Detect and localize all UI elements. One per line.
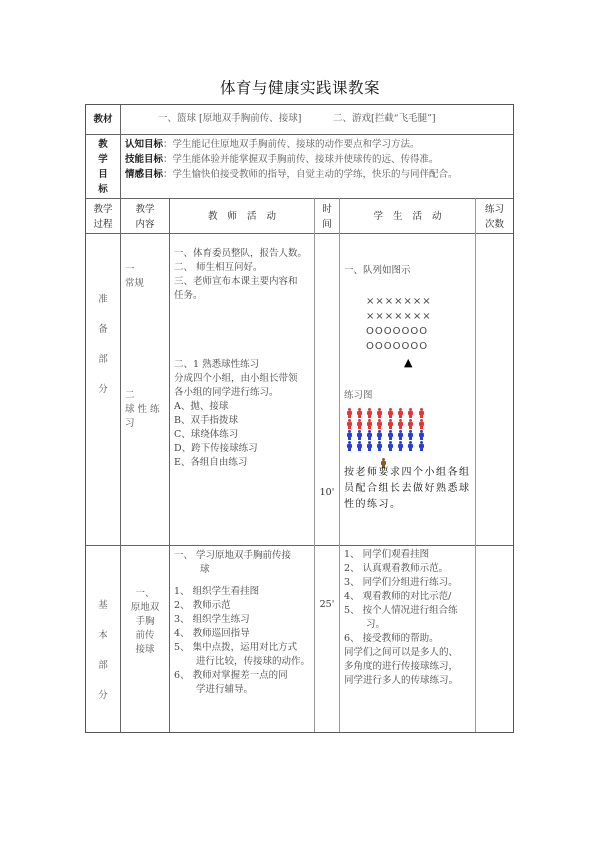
teacher-step: 6、 教师对掌握差一点的同 — [174, 670, 288, 681]
row-divider — [86, 134, 513, 135]
basic-process-label: 基 本 部 分 — [98, 600, 108, 701]
person-icon — [387, 419, 393, 429]
prep-content-ball-practice: 二 球 性 练 习 — [125, 390, 160, 429]
person-icon — [387, 408, 393, 418]
student-step: 2、 认真观看教师示范。 — [344, 563, 449, 574]
teacher-step: 3、 组织学生练习 — [174, 614, 250, 625]
person-icon — [387, 441, 393, 451]
objective-emotional: 情感目标：学生愉快伯接受教师的指导，自觉主动的学练，快乐的与同伴配合。 — [125, 169, 458, 180]
teacher-step: 4、 教师巡回指导 — [174, 628, 250, 639]
person-icon — [367, 441, 373, 451]
person-icon — [377, 408, 383, 418]
person-icon — [418, 430, 424, 440]
teacher-step: 2、 教师示范 — [174, 600, 231, 611]
formation-diagram — [366, 294, 432, 354]
prep-teacher-ball-practice: 二、1 熟悉球性练习 分成四个小组，由小组长带领 各小组的同学进行练习。 A、抛、接球 B、双手指拨球 C、球绕体练习 D、跨下传接球练习 E、各组自由练习 — [174, 359, 298, 468]
person-icon — [346, 441, 352, 451]
person-icon — [346, 408, 352, 418]
person-icon — [356, 441, 362, 451]
prep-process-label: 准 备 部 分 — [98, 294, 108, 395]
row-divider — [86, 233, 513, 234]
person-icon — [356, 408, 362, 418]
person-icon — [418, 408, 424, 418]
prep-time: 10' — [319, 487, 335, 498]
practice-row — [346, 440, 424, 451]
col-divider — [314, 198, 315, 732]
prep-student-formation-title: 一、队列如图示 — [344, 265, 411, 276]
objectives-list — [125, 137, 458, 182]
person-icon — [377, 419, 383, 429]
basic-content: 一、 原地双 手胸 前传 接球 — [130, 588, 160, 655]
person-icon — [367, 430, 373, 440]
basic-student-activity: 1、 同学们观看挂图 2、 认真观看教师示范。 3、 同学们分组进行练习。 4、 观看教师的对比示范/ 5、 按个人情况进行组合练 习。 6、 接受教师的帮助。 同学们之间可以是多人的、 多角度的进行传接球练习， 同学进行多人的传球练习。 — [344, 549, 459, 686]
prep-teacher-routine: 一、体育委员整队，报告人数。 二、 师生相互问好。 三、老师宣布本课主要内容和 任务。 — [174, 248, 308, 301]
person-icon — [377, 441, 383, 451]
teaching-material-label: 教材 — [93, 114, 113, 125]
header-content: 教学 内容 — [135, 204, 155, 230]
student-step: 5、 按个人情况进行组合练 — [344, 605, 458, 616]
person-icon — [346, 419, 352, 429]
col-divider — [475, 198, 476, 732]
practice-row — [346, 418, 424, 429]
teaching-material-item-1: 一、篮球 [原地双手胸前传、接球] — [158, 113, 302, 124]
person-icon — [397, 408, 403, 418]
header-teacher-activity: 教师活动 — [207, 211, 286, 222]
person-icon — [397, 441, 403, 451]
practice-diagram-title: 练习图 — [344, 390, 373, 401]
page-title: 体育与健康实践课教案 — [219, 79, 380, 97]
person-icon — [346, 430, 352, 440]
header-practice-count: 练习 次数 — [484, 204, 504, 230]
person-icon — [377, 430, 383, 440]
practice-row — [346, 407, 424, 418]
formation-row: OOOOOOO — [366, 341, 429, 352]
header-process: 教学 过程 — [93, 204, 113, 230]
student-step: 1、 同学们观看挂图 — [344, 549, 430, 560]
person-icon — [408, 408, 414, 418]
student-step: 4、 观看教师的对比示范/ — [344, 591, 452, 602]
header-time: 时 间 — [322, 204, 332, 230]
formation-row: ××××××× — [366, 296, 432, 307]
person-icon — [408, 430, 414, 440]
basic-teacher-activity: 一、 学习原地双手胸前传接 球 1、 组织学生看挂图 2、 教师示范 3、 组织学生练习 4、 教师巡回指导 5、 集中点拨，运用对比方式 进行比较，传接球的动作。 6、 教师对掌握差一点的同 学进行辅导。 — [174, 550, 311, 695]
objective-cognitive: 认知目标：学生能记住原地双手胸前传、接球的动作要点和学习方法。 — [125, 139, 420, 150]
lesson-plan-table — [85, 104, 514, 733]
teaching-material-item-2: 二、游戏[拦截“飞毛腿”] — [333, 113, 436, 124]
person-icon — [408, 419, 414, 429]
formation-row: OOOOOOO — [366, 326, 429, 337]
teacher-step: 1、 组织学生看挂图 — [174, 586, 260, 597]
col-divider — [169, 198, 170, 732]
student-step: 6、 接受教师的帮助。 — [344, 633, 439, 644]
student-step: 3、 同学们分组进行练习。 — [344, 577, 458, 588]
prep-content-routine: 一 常规 — [125, 264, 145, 289]
teacher-position-marker: ▲ — [404, 356, 413, 369]
person-icon — [356, 430, 362, 440]
person-icon — [387, 430, 393, 440]
person-icon — [418, 441, 424, 451]
person-icon — [397, 419, 403, 429]
basic-time: 25' — [319, 599, 335, 610]
practice-row — [346, 429, 424, 440]
person-icon — [356, 419, 362, 429]
practice-diagram — [346, 407, 424, 468]
objectives-label: 教 学 目 标 — [98, 139, 108, 195]
formation-row: ××××××× — [366, 311, 432, 322]
col-divider — [339, 198, 340, 732]
person-icon — [367, 419, 373, 429]
person-icon — [397, 430, 403, 440]
person-icon — [367, 408, 373, 418]
objective-skill: 技能目标：学生能体验并能掌握双手胸前传、接球并使球传的远、传得准。 — [125, 154, 439, 165]
row-divider — [86, 198, 513, 199]
row-divider — [86, 545, 513, 546]
prep-student-note: 按老师要求四个小组各组 员配合组长去做好熟悉球 性的练习。 — [344, 467, 471, 510]
header-student-activity: 学生活动 — [373, 211, 452, 222]
person-icon — [418, 419, 424, 429]
person-icon — [408, 441, 414, 451]
teacher-step: 5、 集中点拨，运用对比方式 — [174, 642, 298, 653]
